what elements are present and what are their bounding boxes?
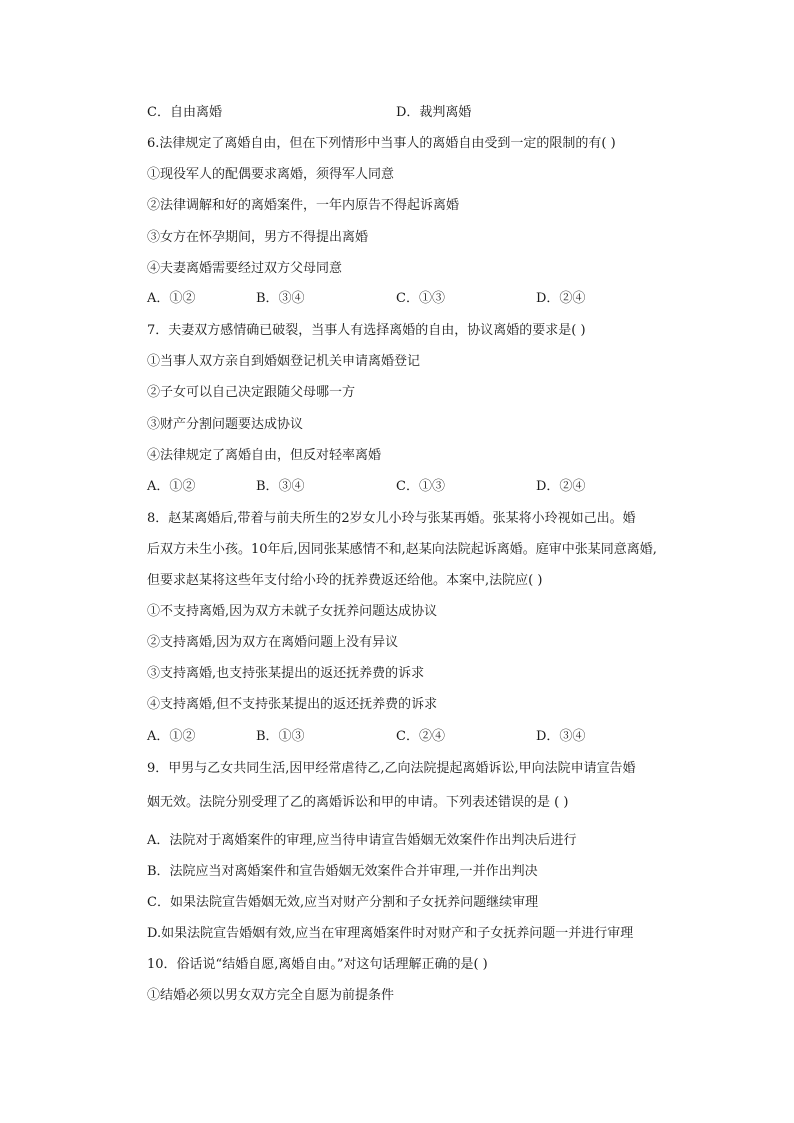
q9-stem-line: 9．甲男与乙女共同生活,因甲经常虐待乙,乙向法院提起离婚诉讼,甲向法院申请宣告婚 xyxy=(147,761,636,776)
q9-stem-line: 姻无效。法院分别受理了乙的离婚诉讼和甲的申请。下列表述错误的是 ( ) xyxy=(147,795,569,810)
q9-choice-c: C．如果法院宣告婚姻无效,应当对财产分割和子女抚养问题继续审理 xyxy=(147,895,539,910)
q6-stem: 6.法律规定了离婚自由，但在下列情形中当事人的离婚自由受到一定的限制的有( ) xyxy=(147,136,616,151)
q6-option-d: D．②④ xyxy=(536,291,586,306)
q8-item: ①不支持离婚,因为双方未就子女抚养问题达成协议 xyxy=(147,604,438,619)
q10-stem: 10．俗话说“结婚自愿,离婚自由。”对这句话理解正确的是( ) xyxy=(147,957,488,972)
q7-option-b: B．③④ xyxy=(256,479,305,494)
q7-option-a: A．①② xyxy=(147,479,196,494)
q5-option-c: C．自由离婚 xyxy=(147,105,222,120)
q6-item: ②法律调解和好的离婚案件，一年内原告不得起诉离婚 xyxy=(147,198,460,213)
q8-option-c: C．②④ xyxy=(396,729,445,744)
q6-item: ④夫妻离婚需要经过双方父母同意 xyxy=(147,261,343,276)
q7-item: ②子女可以自己决定跟随父母哪一方 xyxy=(147,385,356,400)
q7-item: ④法律规定了离婚自由，但反对轻率离婚 xyxy=(147,448,382,463)
q7-item: ①当事人双方亲自到婚姻登记机关申请离婚登记 xyxy=(147,354,421,369)
q8-option-b: B．①③ xyxy=(256,729,305,744)
q6-item: ①现役军人的配偶要求离婚，须得军人同意 xyxy=(147,167,395,182)
q6-option-b: B．③④ xyxy=(256,291,305,306)
q8-stem-line: 但要求赵某将这些年支付给小玲的抚养费返还给他。本案中,法院应( ) xyxy=(147,573,543,588)
q10-item: ①结婚必须以男女双方完全自愿为前提条件 xyxy=(147,988,395,1003)
q9-choice-b: B．法院应当对离婚案件和宣告婚姻无效案件合并审理,一并作出判决 xyxy=(147,864,538,879)
q8-stem-line: 后双方未生小孩。10年后,因同张某感情不和,赵某向法院起诉离婚。庭审中张某同意离婚, xyxy=(147,542,657,557)
q8-item: ④支持离婚,但不支持张某提出的返还抚养费的诉求 xyxy=(147,697,438,712)
q7-item: ③财产分割问题要达成协议 xyxy=(147,417,304,432)
q7-option-d: D．②④ xyxy=(536,479,586,494)
q6-option-c: C．①③ xyxy=(396,291,445,306)
q8-item: ②支持离婚,因为双方在离婚问题上没有异议 xyxy=(147,635,399,650)
q9-choice-a: A．法院对于离婚案件的审理,应当待申请宣告婚姻无效案件作出判决后进行 xyxy=(147,833,577,848)
q8-option-d: D．③④ xyxy=(536,729,586,744)
q8-item: ③支持离婚,也支持张某提出的返还抚养费的诉求 xyxy=(147,666,425,681)
q8-stem-line: 8．赵某离婚后,带着与前夫所生的2岁女儿小玲与张某再婚。张某将小玲视如己出。婚 xyxy=(147,511,636,526)
q5-option-d: D．裁判离婚 xyxy=(396,105,472,120)
q6-option-a: A．①② xyxy=(147,291,196,306)
q7-option-c: C．①③ xyxy=(396,479,445,494)
q8-option-a: A．①② xyxy=(147,729,196,744)
q7-stem: 7．夫妻双方感情确已破裂，当事人有选择离婚的自由，协议离婚的要求是( ) xyxy=(147,323,586,338)
q6-item: ③女方在怀孕期间，男方不得提出离婚 xyxy=(147,230,369,245)
q9-choice-d: D.如果法院宣告婚姻有效,应当在审理离婚案件时对财产和子女抚养问题一并进行审理 xyxy=(147,926,634,941)
